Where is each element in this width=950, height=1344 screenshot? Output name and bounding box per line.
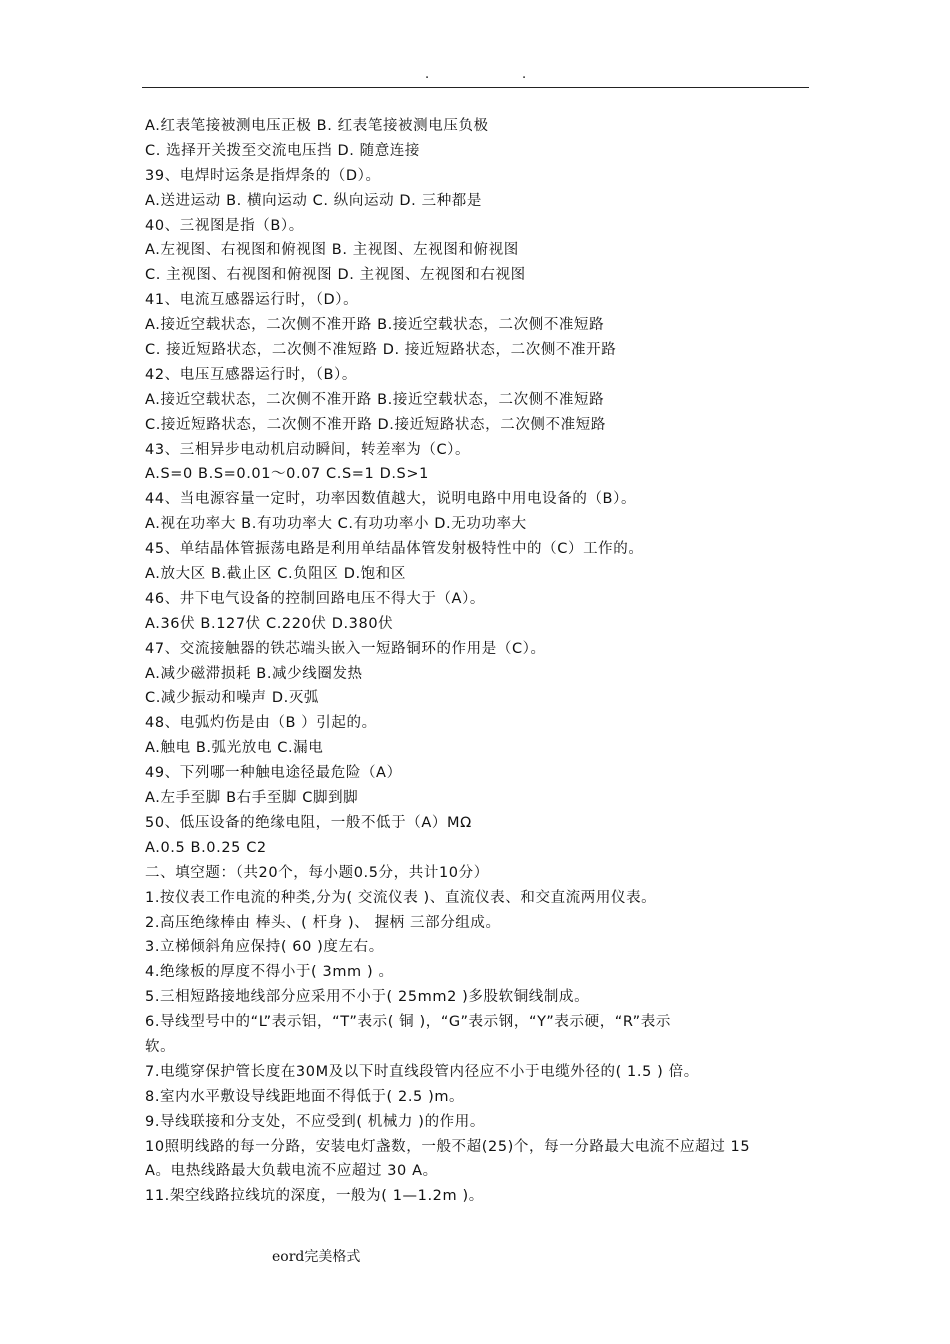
text-line: C. 主视图、右视图和俯视图 D. 主视图、左视图和右视图 [145, 267, 526, 284]
question-50: 50、低压设备的绝缘电阻，一般不低于（A）MΩ [145, 814, 472, 831]
header-dot-right: . [522, 67, 527, 82]
question-46: 46、井下电气设备的控制回路电压不得大于（A）。 [145, 590, 486, 607]
text-line: A.左视图、右视图和俯视图 B. 主视图、左视图和俯视图 [145, 242, 519, 259]
fill-item-1: 1.按仪表工作电流的种类,分为( 交流仪表 )、直流仪表、和交直流两用仪表。 [145, 889, 657, 906]
text-line: A.送进运动 B. 横向运动 C. 纵向运动 D. 三种都是 [145, 192, 482, 209]
text-line: A.S=0 B.S=0.01～0.07 C.S=1 D.S>1 [145, 466, 429, 483]
text-line: A.36伏 B.127伏 C.220伏 D.380伏 [145, 615, 394, 632]
fill-item-7: 7.电缆穿保护管长度在30M及以下时直线段管内径应不小于电缆外径的( 1.5 ) 倍。 [145, 1063, 699, 1080]
question-47: 47、交流接触器的铁芯端头嵌入一短路铜环的作用是（C）。 [145, 640, 546, 657]
text-line: A.接近空载状态，二次侧不准开路 B.接近空载状态，二次侧不准短路 [145, 391, 605, 408]
fill-item-6: 6.导线型号中的“L”表示铝，“T”表示( 铜 )，“G”表示钢，“Y”表示硬，“R”表示 [145, 1014, 671, 1031]
question-45: 45、单结晶体管振荡电路是利用单结晶体管发射极特性中的（C）工作的。 [145, 541, 644, 558]
document-body [145, 114, 811, 1209]
text-line: 软。 [145, 1038, 176, 1055]
header-dot-left: . [425, 67, 430, 82]
fill-item-2: 2.高压绝缘棒由 棒头、( 杆身 )、 握柄 三部分组成。 [145, 914, 501, 931]
text-line: A.触电 B.弧光放电 C.漏电 [145, 740, 324, 757]
fill-item-9: 9.导线联接和分支处，不应受到( 机械力 )的作用。 [145, 1113, 485, 1130]
text-line: C.减少振动和噪声 D.灭弧 [145, 690, 320, 707]
header-rule [142, 87, 809, 88]
question-43: 43、三相异步电动机启动瞬间，转差率为（C）。 [145, 441, 471, 458]
header-dots [0, 68, 950, 82]
fill-item-10: 10照明线路的每一分路，安装电灯盏数，一般不超(25)个，每一分路最大电流不应超过 15 [145, 1138, 751, 1155]
question-49: 49、下列哪一种触电途径最危险（A） [145, 765, 402, 782]
page-footer: eord完美格式 [272, 1249, 361, 1265]
text-line: A.接近空载状态，二次侧不准开路 B.接近空载状态，二次侧不准短路 [145, 317, 605, 334]
fill-item-11: 11.架空线路拉线坑的深度，一般为( 1—1.2m )。 [145, 1188, 484, 1205]
question-41: 41、电流互感器运行时，（D）。 [145, 292, 359, 309]
text-line: A.放大区 B.截止区 C.负阻区 D.饱和区 [145, 566, 406, 583]
text-line: A.视在功率大 B.有功功率大 C.有功功率小 D.无功功率大 [145, 516, 527, 533]
fill-item-4: 4.绝缘板的厚度不得小于( 3mm ) 。 [145, 964, 394, 981]
text-line: C. 接近短路状态，二次侧不准短路 D. 接近短路状态，二次侧不准开路 [145, 342, 617, 359]
text-line: C.接近短路状态，二次侧不准开路 D.接近短路状态，二次侧不准短路 [145, 416, 606, 433]
text-line: A。电热线路最大负载电流不应超过 30 A。 [145, 1163, 438, 1180]
question-42: 42、电压互感器运行时，（B）。 [145, 366, 357, 383]
fill-item-5: 5.三相短路接地线部分应采用不小于( 25mm2 )多股软铜线制成。 [145, 989, 590, 1006]
text-line: A.0.5 B.0.25 C2 [145, 839, 267, 856]
question-48: 48、电弧灼伤是由（B ）引起的。 [145, 715, 377, 732]
fill-item-3: 3.立梯倾斜角应保持( 60 )度左右。 [145, 939, 384, 956]
question-39: 39、电焊时运条是指焊条的（D）。 [145, 167, 381, 184]
text-line: A.减少磁滞损耗 B.减少线圈发热 [145, 665, 363, 682]
question-44: 44、当电源容量一定时，功率因数值越大，说明电路中用电设备的（B）。 [145, 491, 637, 508]
text-line: A.左手至脚 B右手至脚 C脚到脚 [145, 790, 359, 807]
question-40: 40、三视图是指（B）。 [145, 217, 304, 234]
section-heading: 二、填空题：（共20个，每小题0.5分，共计10分） [145, 864, 489, 881]
fill-item-8: 8.室内水平敷设导线距地面不得低于( 2.5 )m。 [145, 1088, 465, 1105]
text-line: C. 选择开关拨至交流电压挡 D. 随意连接 [145, 142, 421, 159]
text-line: A.红表笔接被测电压正极 B. 红表笔接被测电压负极 [145, 118, 489, 134]
